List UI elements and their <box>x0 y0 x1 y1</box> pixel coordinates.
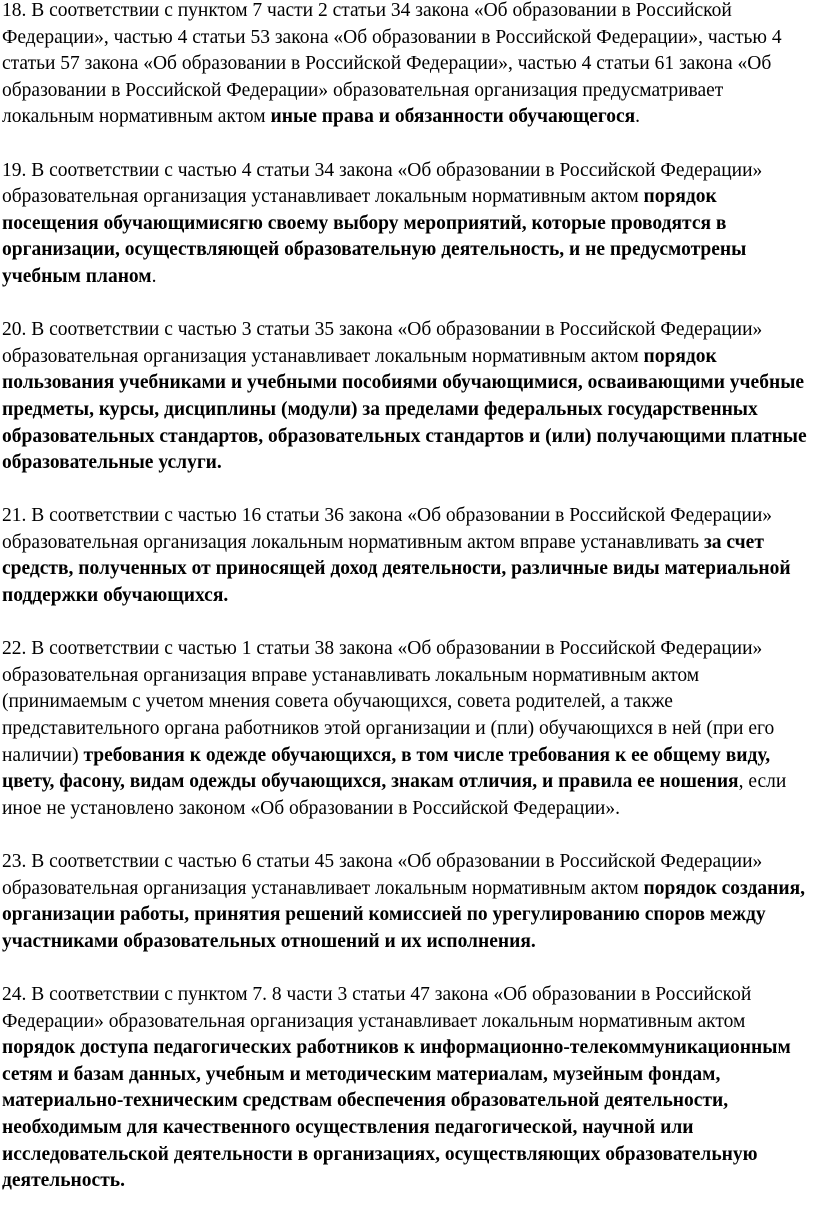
paragraph-19-tail: . <box>151 265 157 287</box>
paragraph-19-bold: порядок посещения обучающимисягю своему выбору мероприятий, которые проводятся в организации, осуществляющей образовательную деятельность, и не предусмотрены учебным планом <box>2 186 747 287</box>
paragraph-24-bold: порядок доступа педагогических работников к информационно-телекоммуникационным сетям и базам данных, учебным и методическим материалам, музейным фондам, материально-техническим средствам обеспечения образовательной деятельности, необходимым для качественного осуществления педагогической, научной или исследовательской деятельности в организациях, осуществляющих образовательную деятельность. <box>2 1037 791 1192</box>
paragraph-23 <box>2 849 816 955</box>
paragraph-22 <box>2 636 816 822</box>
paragraph-22-tail: , если иное не установлено законом «Об образовании в Российской Федерации». <box>2 771 787 819</box>
paragraph-18-tail: . <box>635 106 641 128</box>
paragraph-20 <box>2 317 816 477</box>
paragraph-24-text: 24. В соответствии с пунктом 7. 8 части 3 статьи 47 закона «Об образовании в Российской Федерации» образовательная организация устанавливает локальным нормативным актом <box>2 983 752 1032</box>
paragraph-19 <box>2 158 816 291</box>
paragraph-20-bold: порядок пользования учебниками и учебными пособиями обучающимися, осваивающими учебные предметы, курсы, дисциплины (модули) за пределами федеральных государственных образовательных стандартов, образовательных стандартов и (или) получающими платные образовательные услуги. <box>2 345 807 474</box>
paragraph-23-bold: порядок создания, организации работы, принятия решений комиссией по урегулированию споров между участниками образовательных отношений и их исполнения. <box>2 877 806 952</box>
paragraph-21 <box>2 503 816 609</box>
paragraph-22-bold: требования к одежде обучающихся, в том числе требования к ее общему виду, цвету, фасону, видам одежды обучающихся, знакам отличия, и правила ее ношения <box>2 744 771 793</box>
paragraph-22-text: 22. В соответствии с частью 1 статьи 38 закона «Об образовании в Российской Федерации» образовательная организация вправе устанавливать локальным нормативным актом (принимаемым с учетом мнения совета обучающихся, совета родителей, а также представительного органа работников этой организации и (пли) обучающихся в ней (при его наличии) <box>2 638 775 766</box>
paragraph-18-bold: иные права и обязанности обучающегося <box>270 106 636 128</box>
paragraph-19-text: 19. В соответствии с частью 4 статьи 34 закона «Об образовании в Российской Федерации» образовательная организация устанавливает локальным нормативным актом <box>2 159 763 208</box>
paragraph-18 <box>2 0 816 131</box>
paragraph-24 <box>2 982 816 1195</box>
paragraph-23-text: 23. В соответствии с частью 6 статьи 45 закона «Об образовании в Российской Федерации» образовательная организация устанавливает локальным нормативным актом <box>2 851 763 899</box>
paragraph-18-text: 18. В соответствии с пунктом 7 части 2 статьи 34 закона «Об образовании в Российской Федерации», частью 4 статьи 53 закона «Об образовании в Российской Федерации», частью 4 статьи 57 закона «Об образовании в Российской Федерации», частью 4 статьи 61 закона «Об образовании в Российской Федерации» образовательная организация предусматривает локальным нормативным актом <box>2 0 782 128</box>
paragraph-20-text: 20. В соответствии с частью 3 статьи 35 закона «Об образовании в Российской Федерации» образовательная организация устанавливает локальным нормативным актом <box>2 319 763 367</box>
paragraph-21-text: 21. В соответствии с частью 16 статьи 36 закона «Об образовании в Российской Федерации» образовательная организация локальным нормативным актом вправе устанавливать <box>2 505 773 553</box>
paragraph-21-bold: за счет средств, полученных от приносящей доход деятельности, различные виды материальной поддержки обучающихся. <box>2 531 791 607</box>
